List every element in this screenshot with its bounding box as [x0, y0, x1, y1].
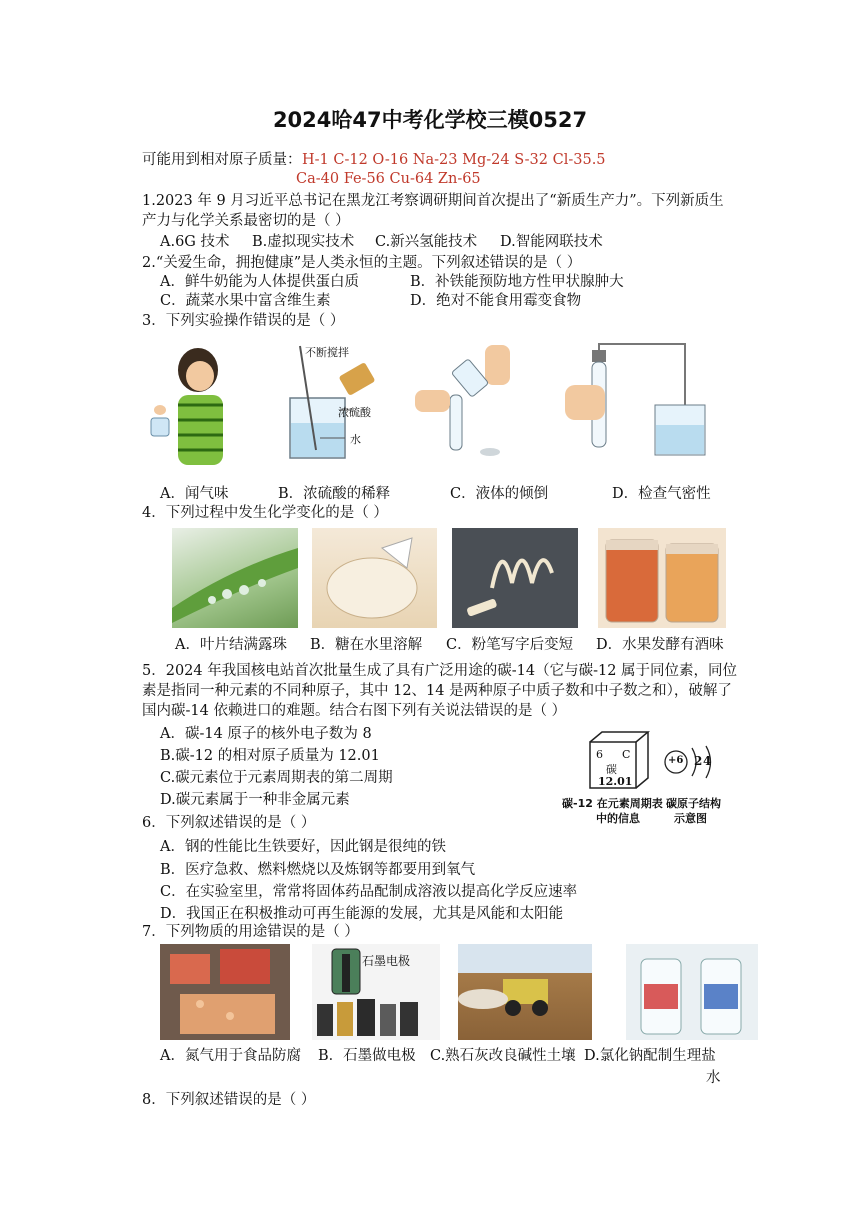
q1-option-b: B.虚拟现实技术	[252, 234, 355, 250]
atomic-mass-line2: Ca-40 Fe-56 Cu-64 Zn-65	[296, 171, 481, 187]
q5-caption-right-line1: 碳原子结构	[666, 797, 721, 810]
q1-option-c: C.新兴氢能技术	[375, 234, 478, 250]
q7-photo-c-tractor	[458, 944, 592, 1040]
q7-option-b: B．石墨做电极	[318, 1048, 416, 1064]
q5-option-b: B.碳-12 的相对原子质量为 12.01	[160, 748, 380, 764]
q2-option-d: D．绝对不能食用霉变食物	[410, 293, 582, 309]
q5-element-symbol: C	[622, 748, 631, 761]
q3-figure-d-airtight	[560, 340, 710, 465]
q5-caption-right-line2: 示意图	[674, 812, 707, 825]
q3-figure-a-smell	[148, 340, 248, 475]
q3-stem: 3．下列实验操作错误的是（ ）	[142, 313, 345, 329]
q6-option-d: D．我国正在积极推动可再生能源的发展，尤其是风能和太阳能	[160, 906, 564, 922]
q5-option-d: D.碳元素属于一种非金属元素	[160, 792, 350, 808]
q4-photo-a-dew	[172, 528, 298, 628]
q1-stem-line1: 1.2023 年 9 月习近平总书记在黑龙江考察调研期间首次提出了“新质生产力”。下列新质生	[142, 193, 724, 209]
q1-stem-line2: 产力与化学关系最密切的是（ ）	[142, 213, 350, 229]
q5-element-mass: 12.01	[598, 775, 633, 788]
q3-option-c: C．液体的倾倒	[450, 486, 549, 502]
q3-option-b: B．浓硫酸的稀释	[278, 486, 391, 502]
q4-option-b: B．糖在水里溶解	[310, 637, 423, 653]
page-title: 2024哈47中考化学校三模0527	[272, 108, 588, 132]
q5-caption-left-line1: 碳-12 在元素周期表	[562, 797, 663, 810]
q7-photo-d-saline	[626, 944, 758, 1040]
q5-nucleus-charge: +6	[668, 755, 684, 766]
q4-option-a: A．叶片结满露珠	[175, 637, 287, 653]
q7-option-d: D.氯化钠配制生理盐	[584, 1048, 716, 1064]
q5-shell2: 4	[703, 754, 712, 768]
q4-option-d: D．水果发酵有酒味	[596, 637, 724, 653]
q6-option-b: B．医疗急救、燃料燃烧以及炼钢等都要用到氧气	[160, 862, 476, 878]
q8-stem: 8．下列叙述错误的是（ ）	[142, 1092, 316, 1108]
q2-option-a: A．鲜牛奶能为人体提供蛋白质	[160, 274, 359, 290]
q2-option-b: B．补铁能预防地方性甲状腺肿大	[410, 274, 624, 290]
q7-photo-a-food	[160, 944, 290, 1040]
q5-shell1: 2	[694, 754, 703, 768]
q3-label-acid: 浓硫酸	[338, 406, 371, 419]
q2-option-c: C．蔬菜水果中富含维生素	[160, 293, 331, 309]
q5-atomic-number: 6	[596, 748, 603, 761]
q3-option-a: A．闻气味	[160, 486, 229, 502]
q6-option-c: C．在实验室里，常常将固体药品配制成溶液以提高化学反应速率	[160, 884, 578, 900]
q7-stem: 7．下列物质的用途错误的是（ ）	[142, 924, 359, 940]
q5-stem-line1: 5．2024 年我国核电站首次批量生成了具有广泛用途的碳-14（它与碳-12 属于同位素，同位	[142, 663, 738, 679]
q4-option-c: C．粉笔写字后变短	[446, 637, 574, 653]
q4-photo-d-fruit	[598, 528, 726, 628]
q2-stem: 2.“关爱生命，拥抱健康”是人类永恒的主题。下列叙述错误的是（ ）	[142, 255, 582, 271]
atomic-mass-label: 可能用到相对原子质量：	[142, 152, 302, 168]
q5-option-c: C.碳元素位于元素周期表的第二周期	[160, 770, 393, 786]
q1-option-a: A.6G 技术	[160, 234, 230, 250]
q7-graphite-label: 石墨电极	[362, 954, 411, 968]
q4-stem: 4．下列过程中发生化学变化的是（ ）	[142, 505, 388, 521]
q6-option-a: A．钢的性能比生铁要好，因此钢是很纯的铁	[160, 839, 446, 855]
q5-stem-line3: 国内碳-14 依赖进口的难题。结合右图下列有关说法错误的是（ ）	[142, 703, 567, 719]
q5-caption-left-line2: 中的信息	[596, 812, 640, 825]
q4-photo-c-chalk	[452, 528, 578, 628]
atomic-mass-line1: H-1 C-12 O-16 Na-23 Mg-24 S-32 Cl-35.5	[302, 152, 606, 168]
q5-option-a: A．碳-14 原子的核外电子数为 8	[160, 726, 372, 742]
q6-stem: 6．下列叙述错误的是（ ）	[142, 815, 316, 831]
q5-element-name: 碳	[606, 763, 617, 776]
q3-figure-c-pouring	[415, 340, 515, 465]
q5-stem-line2: 素是指同一种元素的不同种原子，其中 12、14 是两种原子中质子数和中子数之和），破解了	[142, 683, 732, 699]
q4-photo-b-sugar	[312, 528, 437, 628]
q7-option-d-continued: 水	[706, 1070, 721, 1086]
q3-label-stir: 不断搅拌	[305, 346, 349, 359]
q7-option-c: C.熟石灰改良碱性土壤	[430, 1048, 576, 1064]
q7-option-a: A．氮气用于食品防腐	[160, 1048, 301, 1064]
q1-option-d: D.智能网联技术	[500, 234, 603, 250]
q3-label-water: 水	[350, 433, 361, 446]
q3-option-d: D．检查气密性	[612, 486, 711, 502]
